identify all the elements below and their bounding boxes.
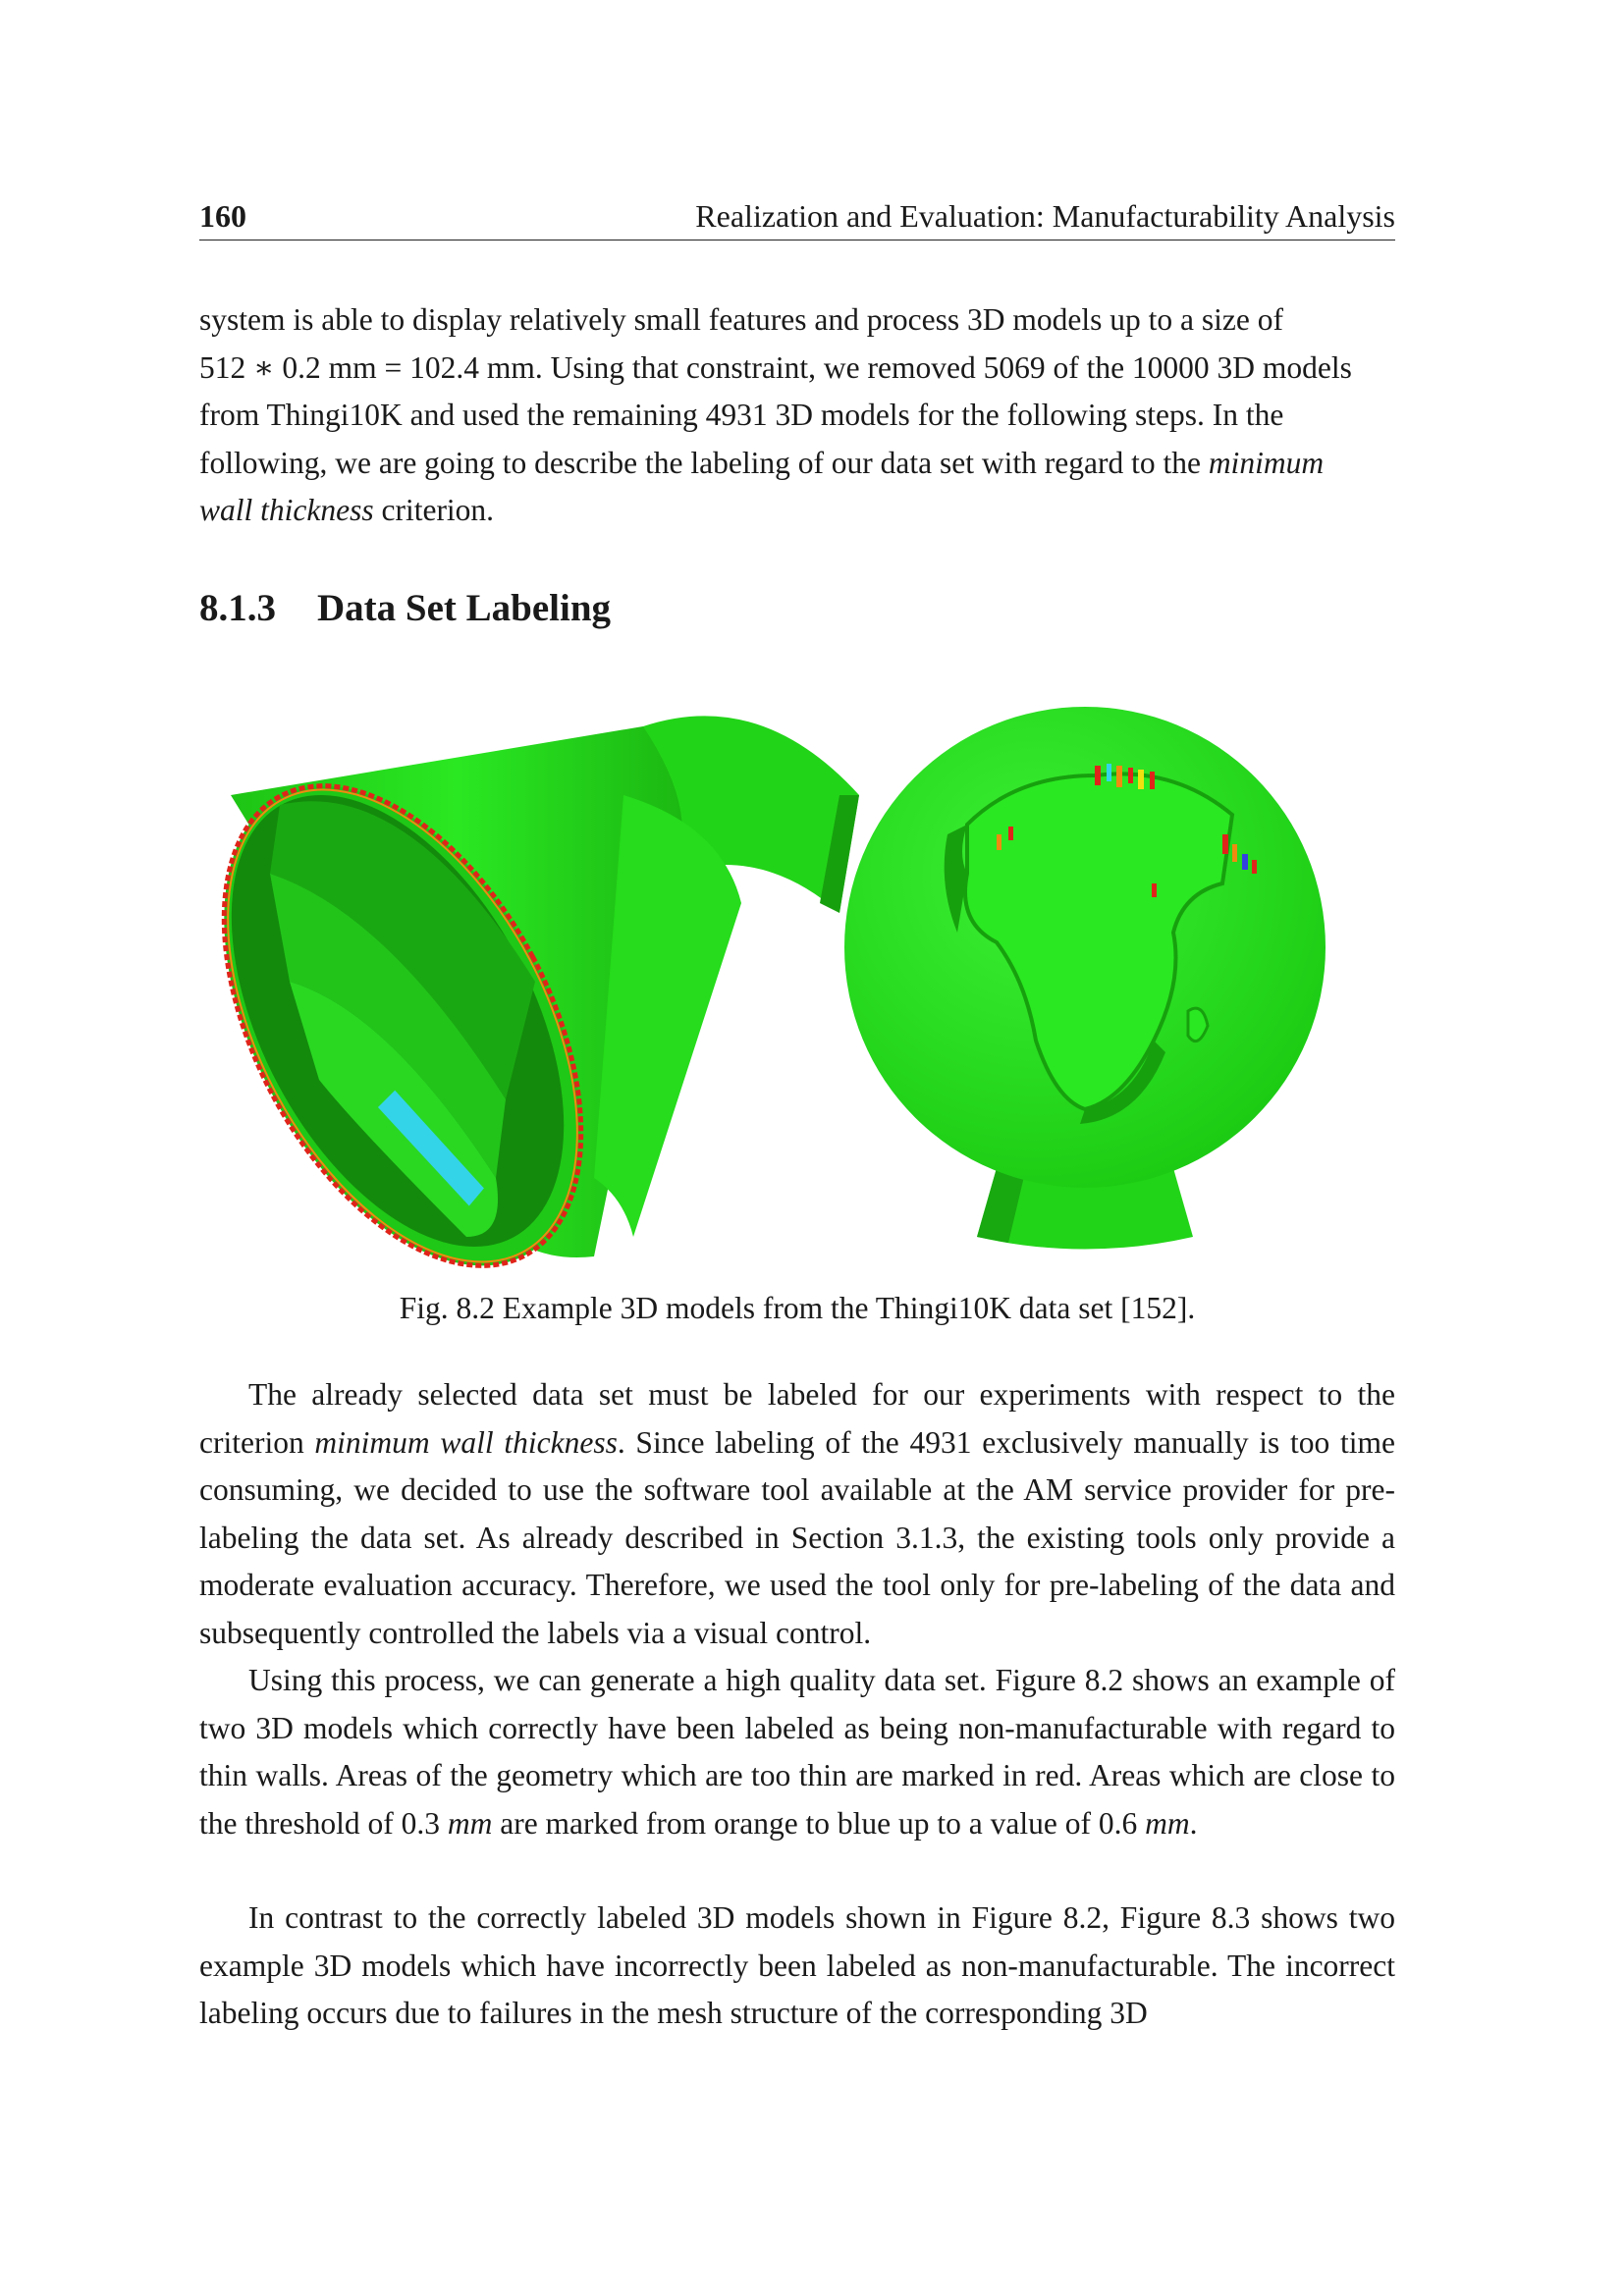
- para1-line5-emphasis: wall thickness: [199, 493, 374, 527]
- figure-caption: Fig. 8.2 Example 3D models from the Thingi10K data set [152].: [399, 1291, 1196, 1325]
- para1-line4-emphasis: minimum: [1208, 445, 1325, 480]
- section-title: Data Set Labeling: [317, 587, 612, 629]
- paragraph-labeling: [199, 1371, 1395, 1657]
- page-number: 160: [199, 198, 246, 234]
- paragraph-intro: [199, 296, 1395, 535]
- section-heading: [199, 586, 611, 630]
- para3-unit-2: mm: [1145, 1805, 1190, 1841]
- para4-text: In contrast to the correctly labeled 3D models shown in Figure 8.2, Figure 8.3 shows two example 3D models which have incorrectly been labeled as non-manufacturable. The incorrect labeling occurs due to failures in the mesh structure of the corresponding 3D: [199, 1900, 1395, 2030]
- running-title: Realization and Evaluation: Manufacturability Analysis: [695, 198, 1395, 234]
- para3-text-a: Using this process, we can generate a high quality data set. Figure 8.2 shows an example of two 3D models which correctly have been labeled as being non-manufacturable with regard to thin walls. Areas of the geometry which are too thin are marked in red. Areas which are close to the threshold of 0.3: [199, 1663, 1395, 1841]
- para1-line5: criterion.: [373, 493, 495, 527]
- para1-line4: following, we are going to describe the labeling of our data set with regard to the: [199, 445, 1209, 480]
- para2-text-a: The already selected data set must be labeled for our experiments with respect to the criterion: [199, 1377, 1395, 1460]
- para1-line2: 512 ∗ 0.2 mm = 102.4 mm. Using that constraint, we removed 5069 of the 10000 3D models: [199, 349, 1352, 385]
- para1-line1: system is able to display relatively small features and process 3D models up to a size of: [199, 302, 1283, 337]
- figure-3d-models: [211, 687, 1389, 1276]
- para1-line3: from Thingi10K and used the remaining 4931 3D models for the following steps. In the: [199, 398, 1284, 432]
- paragraph-process: [199, 1657, 1395, 1847]
- page-header: [199, 196, 1395, 240]
- para3-text-c: .: [1189, 1805, 1198, 1841]
- para2-text-b: . Since labeling of the 4931 exclusively manually is too time consuming, we decided to use the software tool available at the AM service provider for pre-labeling the data set. As already described in Section 3.1.3, the existing tools only provide a moderate evaluation accuracy. Therefore, we used the tool only for pre-labeling of the data and subsequently controlled the labels via a visual control.: [199, 1424, 1395, 1650]
- para3-text-b: are marked from orange to blue up to a value of 0.6: [492, 1805, 1146, 1841]
- para3-unit-1: mm: [447, 1805, 493, 1841]
- globe-model: [844, 707, 1326, 1250]
- section-number: 8.1.3: [199, 587, 276, 629]
- funnel-model: [211, 716, 859, 1276]
- paragraph-contrast: [199, 1895, 1395, 2038]
- para2-emphasis: minimum wall thickness: [314, 1424, 618, 1460]
- figure-illustration: [211, 687, 1389, 1276]
